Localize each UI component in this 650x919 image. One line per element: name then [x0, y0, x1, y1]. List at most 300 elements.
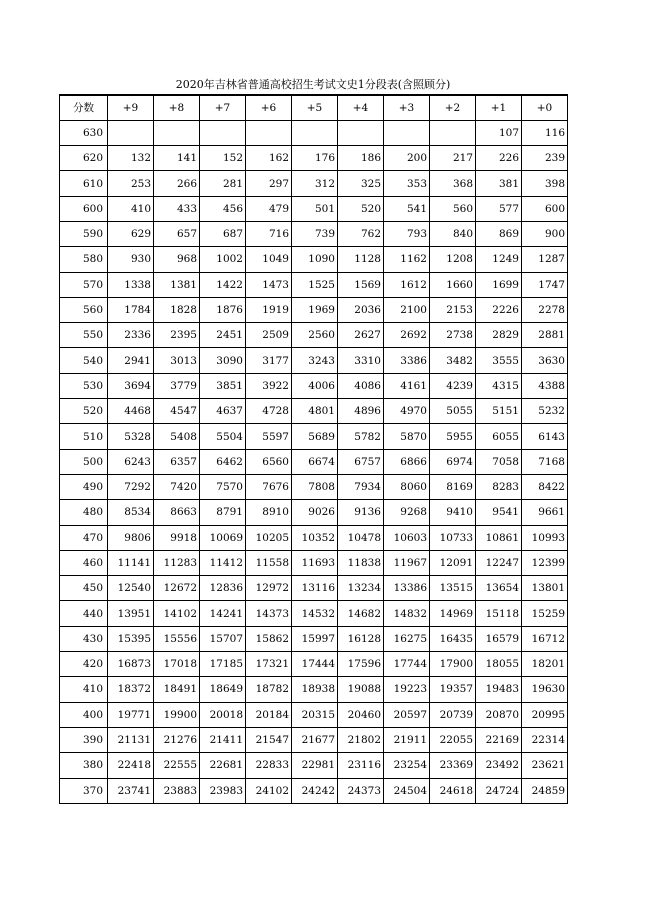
count-cell: 10205 [246, 525, 292, 550]
table-row [60, 702, 568, 727]
count-cell: 12247 [476, 550, 522, 575]
count-cell: 22681 [200, 753, 246, 778]
count-cell: 9806 [108, 525, 154, 550]
count-cell: 11967 [384, 550, 430, 575]
column-header-score: 分数 [60, 95, 108, 120]
count-cell: 3310 [338, 348, 384, 373]
count-cell: 11412 [200, 550, 246, 575]
score-cell: 510 [60, 424, 108, 449]
count-cell: 217 [430, 146, 476, 171]
count-cell: 6055 [476, 424, 522, 449]
count-cell: 2395 [154, 323, 200, 348]
count-cell: 10069 [200, 525, 246, 550]
count-cell: 577 [476, 196, 522, 221]
count-cell: 5597 [246, 424, 292, 449]
count-cell: 2941 [108, 348, 154, 373]
table-row [60, 550, 568, 575]
count-cell: 7570 [200, 474, 246, 499]
count-cell: 13515 [430, 576, 476, 601]
count-cell: 629 [108, 221, 154, 246]
count-cell: 162 [246, 146, 292, 171]
count-cell: 1049 [246, 247, 292, 272]
count-cell: 600 [522, 196, 568, 221]
count-cell: 20995 [522, 702, 568, 727]
count-cell: 20870 [476, 702, 522, 727]
count-cell: 6462 [200, 449, 246, 474]
count-cell: 266 [154, 171, 200, 196]
count-cell: 3482 [430, 348, 476, 373]
count-cell [246, 120, 292, 145]
count-cell: 24373 [338, 778, 384, 803]
count-cell: 968 [154, 247, 200, 272]
table-row [60, 247, 568, 272]
count-cell: 10861 [476, 525, 522, 550]
count-cell: 4728 [246, 399, 292, 424]
count-cell: 21677 [292, 727, 338, 752]
count-cell: 410 [108, 196, 154, 221]
count-cell: 3013 [154, 348, 200, 373]
count-cell: 23883 [154, 778, 200, 803]
column-header-offset: +4 [338, 95, 384, 120]
score-cell: 400 [60, 702, 108, 727]
count-cell: 13234 [338, 576, 384, 601]
count-cell: 7168 [522, 449, 568, 474]
table-row [60, 348, 568, 373]
table-row [60, 196, 568, 221]
table-row [60, 297, 568, 322]
count-cell: 22314 [522, 727, 568, 752]
count-cell: 6560 [246, 449, 292, 474]
count-cell: 24504 [384, 778, 430, 803]
count-cell: 3243 [292, 348, 338, 373]
count-cell: 687 [200, 221, 246, 246]
table-row [60, 525, 568, 550]
count-cell: 24242 [292, 778, 338, 803]
count-cell: 20184 [246, 702, 292, 727]
count-cell: 1208 [430, 247, 476, 272]
count-cell: 1381 [154, 272, 200, 297]
count-cell: 107 [476, 120, 522, 145]
count-cell: 12091 [430, 550, 476, 575]
count-cell: 6357 [154, 449, 200, 474]
count-cell [430, 120, 476, 145]
count-cell: 226 [476, 146, 522, 171]
score-cell: 500 [60, 449, 108, 474]
count-cell: 7058 [476, 449, 522, 474]
column-header-offset: +6 [246, 95, 292, 120]
count-cell: 398 [522, 171, 568, 196]
count-cell: 19357 [430, 677, 476, 702]
score-cell: 470 [60, 525, 108, 550]
count-cell: 22169 [476, 727, 522, 752]
count-cell: 501 [292, 196, 338, 221]
score-cell: 450 [60, 576, 108, 601]
count-cell: 152 [200, 146, 246, 171]
score-cell: 550 [60, 323, 108, 348]
count-cell: 7420 [154, 474, 200, 499]
count-cell: 297 [246, 171, 292, 196]
count-cell: 16712 [522, 626, 568, 651]
count-cell: 23369 [430, 753, 476, 778]
count-cell: 11283 [154, 550, 200, 575]
count-cell: 1338 [108, 272, 154, 297]
count-cell: 6243 [108, 449, 154, 474]
count-cell: 353 [384, 171, 430, 196]
count-cell: 24102 [246, 778, 292, 803]
count-cell: 1287 [522, 247, 568, 272]
count-cell: 840 [430, 221, 476, 246]
count-cell: 657 [154, 221, 200, 246]
count-cell [384, 120, 430, 145]
count-cell: 21547 [246, 727, 292, 752]
count-cell: 11693 [292, 550, 338, 575]
count-cell: 2278 [522, 297, 568, 322]
header-row [60, 95, 568, 120]
count-cell: 281 [200, 171, 246, 196]
column-header-offset: +0 [522, 95, 568, 120]
count-cell: 6143 [522, 424, 568, 449]
score-cell: 460 [60, 550, 108, 575]
count-cell: 8060 [384, 474, 430, 499]
score-cell: 390 [60, 727, 108, 752]
count-cell: 16579 [476, 626, 522, 651]
score-cell: 590 [60, 221, 108, 246]
count-cell: 7808 [292, 474, 338, 499]
count-cell: 3386 [384, 348, 430, 373]
count-cell: 18938 [292, 677, 338, 702]
count-cell: 12972 [246, 576, 292, 601]
count-cell: 141 [154, 146, 200, 171]
count-cell: 9661 [522, 500, 568, 525]
table-row [60, 576, 568, 601]
table-row [60, 171, 568, 196]
count-cell: 17018 [154, 652, 200, 677]
count-cell: 1784 [108, 297, 154, 322]
score-cell: 540 [60, 348, 108, 373]
count-cell: 3779 [154, 373, 200, 398]
count-cell: 6974 [430, 449, 476, 474]
count-cell: 9410 [430, 500, 476, 525]
count-cell: 2560 [292, 323, 338, 348]
count-cell: 11838 [338, 550, 384, 575]
count-cell: 4388 [522, 373, 568, 398]
count-cell: 13801 [522, 576, 568, 601]
count-cell: 2881 [522, 323, 568, 348]
count-cell: 1422 [200, 272, 246, 297]
column-header-offset: +2 [430, 95, 476, 120]
count-cell: 15997 [292, 626, 338, 651]
score-cell: 630 [60, 120, 108, 145]
count-cell: 4161 [384, 373, 430, 398]
count-cell: 23254 [384, 753, 430, 778]
count-cell: 22981 [292, 753, 338, 778]
count-cell: 479 [246, 196, 292, 221]
count-cell: 2100 [384, 297, 430, 322]
count-cell: 3851 [200, 373, 246, 398]
count-cell: 7676 [246, 474, 292, 499]
count-cell: 14373 [246, 601, 292, 626]
score-cell: 490 [60, 474, 108, 499]
count-cell: 19771 [108, 702, 154, 727]
score-cell: 480 [60, 500, 108, 525]
score-cell: 440 [60, 601, 108, 626]
count-cell: 24724 [476, 778, 522, 803]
count-cell: 8534 [108, 500, 154, 525]
count-cell: 17444 [292, 652, 338, 677]
count-cell: 325 [338, 171, 384, 196]
count-cell: 15395 [108, 626, 154, 651]
count-cell: 22418 [108, 753, 154, 778]
count-cell: 239 [522, 146, 568, 171]
count-cell: 17321 [246, 652, 292, 677]
count-cell: 4315 [476, 373, 522, 398]
count-cell: 20597 [384, 702, 430, 727]
count-cell [200, 120, 246, 145]
count-cell: 4801 [292, 399, 338, 424]
count-cell: 5232 [522, 399, 568, 424]
column-header-offset: +7 [200, 95, 246, 120]
count-cell: 23116 [338, 753, 384, 778]
count-cell: 520 [338, 196, 384, 221]
count-cell: 2226 [476, 297, 522, 322]
count-cell: 2509 [246, 323, 292, 348]
count-cell: 19088 [338, 677, 384, 702]
count-cell: 14241 [200, 601, 246, 626]
count-cell: 12399 [522, 550, 568, 575]
count-cell: 2627 [338, 323, 384, 348]
table-row [60, 626, 568, 651]
count-cell: 5782 [338, 424, 384, 449]
count-cell: 10733 [430, 525, 476, 550]
count-cell: 2336 [108, 323, 154, 348]
count-cell: 23492 [476, 753, 522, 778]
count-cell: 10603 [384, 525, 430, 550]
count-cell: 14682 [338, 601, 384, 626]
count-cell: 11141 [108, 550, 154, 575]
count-cell: 869 [476, 221, 522, 246]
count-cell: 7934 [338, 474, 384, 499]
count-cell: 8422 [522, 474, 568, 499]
count-cell: 10478 [338, 525, 384, 550]
count-cell: 16873 [108, 652, 154, 677]
count-cell: 8791 [200, 500, 246, 525]
count-cell: 1473 [246, 272, 292, 297]
score-cell: 580 [60, 247, 108, 272]
table-row [60, 500, 568, 525]
count-cell: 13951 [108, 601, 154, 626]
count-cell: 5870 [384, 424, 430, 449]
count-cell: 20739 [430, 702, 476, 727]
table-row [60, 424, 568, 449]
count-cell: 3090 [200, 348, 246, 373]
count-cell: 5055 [430, 399, 476, 424]
score-cell: 380 [60, 753, 108, 778]
count-cell: 17900 [430, 652, 476, 677]
table-row [60, 221, 568, 246]
count-cell: 22833 [246, 753, 292, 778]
count-cell: 16435 [430, 626, 476, 651]
count-cell: 9541 [476, 500, 522, 525]
count-cell: 930 [108, 247, 154, 272]
count-cell: 2036 [338, 297, 384, 322]
count-cell: 1249 [476, 247, 522, 272]
table-row [60, 778, 568, 803]
count-cell: 2829 [476, 323, 522, 348]
count-cell: 23741 [108, 778, 154, 803]
count-cell: 1002 [200, 247, 246, 272]
count-cell: 793 [384, 221, 430, 246]
score-cell: 620 [60, 146, 108, 171]
count-cell: 8169 [430, 474, 476, 499]
column-header-offset: +5 [292, 95, 338, 120]
column-header-offset: +8 [154, 95, 200, 120]
count-cell: 19223 [384, 677, 430, 702]
count-cell: 9026 [292, 500, 338, 525]
count-cell: 17744 [384, 652, 430, 677]
count-cell: 10993 [522, 525, 568, 550]
count-cell: 9918 [154, 525, 200, 550]
table-row [60, 652, 568, 677]
count-cell: 716 [246, 221, 292, 246]
score-cell: 570 [60, 272, 108, 297]
score-cell: 600 [60, 196, 108, 221]
count-cell: 1525 [292, 272, 338, 297]
count-cell: 15118 [476, 601, 522, 626]
count-cell: 9268 [384, 500, 430, 525]
count-cell: 21911 [384, 727, 430, 752]
count-cell: 18372 [108, 677, 154, 702]
score-cell: 530 [60, 373, 108, 398]
count-cell: 2153 [430, 297, 476, 322]
count-cell: 20315 [292, 702, 338, 727]
count-cell: 560 [430, 196, 476, 221]
count-cell: 541 [384, 196, 430, 221]
count-cell: 15707 [200, 626, 246, 651]
count-cell: 368 [430, 171, 476, 196]
column-header-offset: +9 [108, 95, 154, 120]
count-cell: 5689 [292, 424, 338, 449]
count-cell: 762 [338, 221, 384, 246]
count-cell: 17596 [338, 652, 384, 677]
score-cell: 370 [60, 778, 108, 803]
count-cell: 5408 [154, 424, 200, 449]
count-cell: 19630 [522, 677, 568, 702]
count-cell: 10352 [292, 525, 338, 550]
count-cell: 6757 [338, 449, 384, 474]
count-cell: 13654 [476, 576, 522, 601]
table-row [60, 373, 568, 398]
table-row [60, 146, 568, 171]
count-cell: 200 [384, 146, 430, 171]
count-cell: 16275 [384, 626, 430, 651]
count-cell: 18649 [200, 677, 246, 702]
score-cell: 410 [60, 677, 108, 702]
count-cell: 2451 [200, 323, 246, 348]
count-cell: 8910 [246, 500, 292, 525]
count-cell: 1612 [384, 272, 430, 297]
count-cell: 14969 [430, 601, 476, 626]
count-cell: 1660 [430, 272, 476, 297]
count-cell: 16128 [338, 626, 384, 651]
count-cell: 24618 [430, 778, 476, 803]
count-cell: 4970 [384, 399, 430, 424]
count-cell: 1969 [292, 297, 338, 322]
count-cell: 4896 [338, 399, 384, 424]
page-title: 2020年吉林省普通高校招生考试文史1分段表(含照顾分) [175, 78, 451, 91]
count-cell: 21411 [200, 727, 246, 752]
count-cell: 1828 [154, 297, 200, 322]
count-cell: 15556 [154, 626, 200, 651]
count-cell: 14532 [292, 601, 338, 626]
count-cell: 18491 [154, 677, 200, 702]
score-cell: 520 [60, 399, 108, 424]
count-cell: 3694 [108, 373, 154, 398]
count-cell: 18201 [522, 652, 568, 677]
count-cell: 5955 [430, 424, 476, 449]
score-distribution-table [59, 94, 568, 804]
count-cell: 5151 [476, 399, 522, 424]
count-cell: 21276 [154, 727, 200, 752]
count-cell: 312 [292, 171, 338, 196]
count-cell: 19900 [154, 702, 200, 727]
count-cell: 23621 [522, 753, 568, 778]
count-cell: 14102 [154, 601, 200, 626]
count-cell: 14832 [384, 601, 430, 626]
count-cell: 2738 [430, 323, 476, 348]
count-cell: 900 [522, 221, 568, 246]
count-cell: 20018 [200, 702, 246, 727]
count-cell: 5504 [200, 424, 246, 449]
count-cell: 3922 [246, 373, 292, 398]
count-cell: 1162 [384, 247, 430, 272]
score-cell: 430 [60, 626, 108, 651]
score-cell: 420 [60, 652, 108, 677]
count-cell: 15862 [246, 626, 292, 651]
count-cell: 1699 [476, 272, 522, 297]
count-cell: 22055 [430, 727, 476, 752]
count-cell: 5328 [108, 424, 154, 449]
count-cell: 176 [292, 146, 338, 171]
table-row [60, 399, 568, 424]
count-cell [154, 120, 200, 145]
count-cell: 13386 [384, 576, 430, 601]
count-cell: 1747 [522, 272, 568, 297]
table-row [60, 601, 568, 626]
count-cell: 15259 [522, 601, 568, 626]
count-cell: 12540 [108, 576, 154, 601]
score-cell: 610 [60, 171, 108, 196]
count-cell: 18055 [476, 652, 522, 677]
count-cell: 433 [154, 196, 200, 221]
count-cell: 12836 [200, 576, 246, 601]
count-cell [108, 120, 154, 145]
count-cell: 20460 [338, 702, 384, 727]
count-cell: 18782 [246, 677, 292, 702]
table-row [60, 449, 568, 474]
count-cell: 11558 [246, 550, 292, 575]
count-cell: 6866 [384, 449, 430, 474]
count-cell: 1876 [200, 297, 246, 322]
column-header-offset: +3 [384, 95, 430, 120]
count-cell: 4468 [108, 399, 154, 424]
count-cell: 22555 [154, 753, 200, 778]
count-cell: 12672 [154, 576, 200, 601]
count-cell: 8663 [154, 500, 200, 525]
count-cell: 253 [108, 171, 154, 196]
count-cell: 456 [200, 196, 246, 221]
table-row [60, 120, 568, 145]
count-cell [292, 120, 338, 145]
